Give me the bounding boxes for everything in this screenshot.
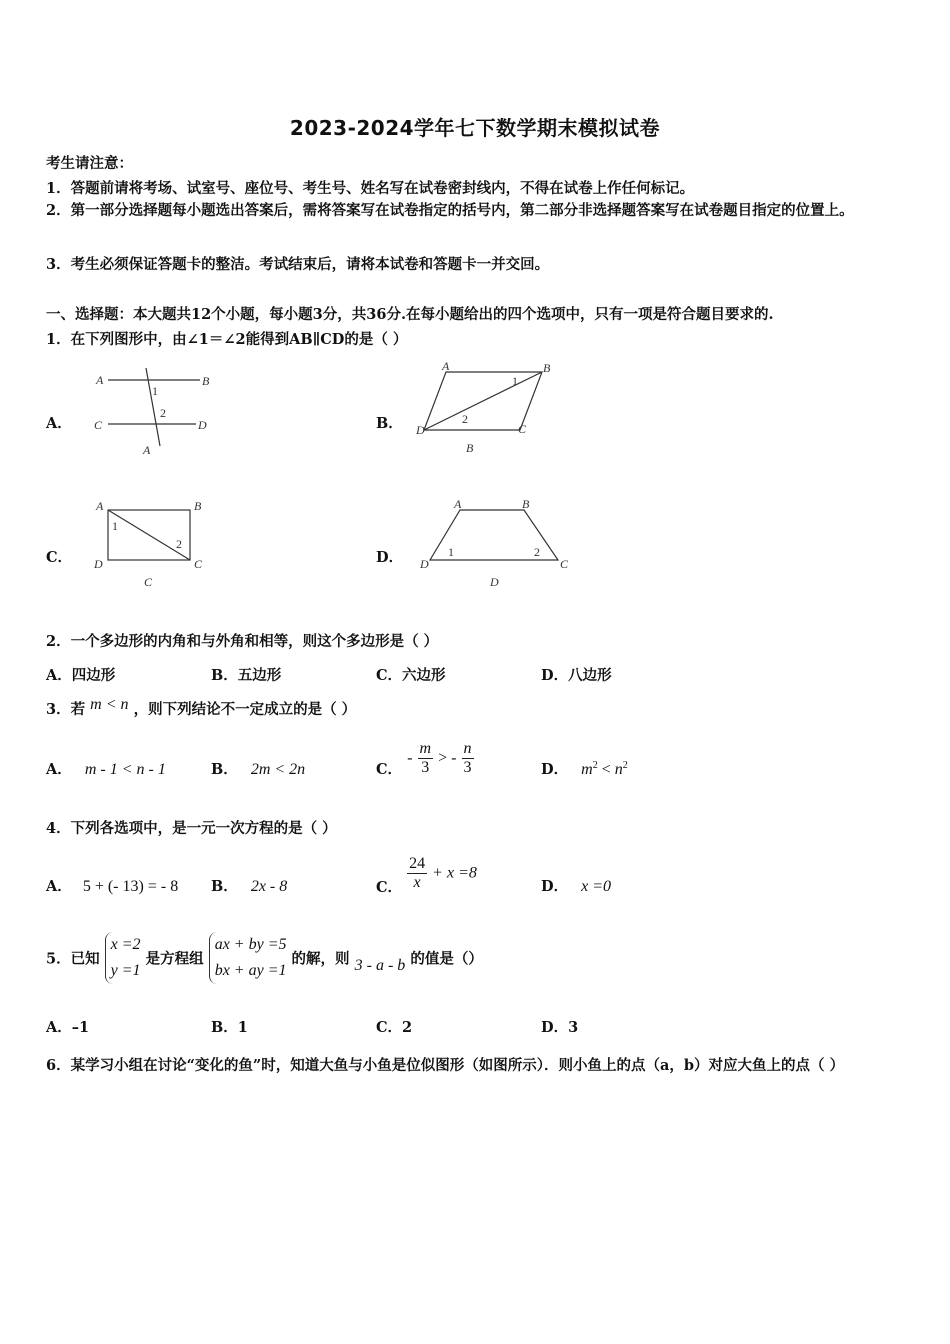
q2-option-a: A．四边形 xyxy=(46,667,116,684)
q5-stem-expr: 3 - a - b xyxy=(354,957,406,974)
q5-option-a: A．–1 xyxy=(46,1019,90,1036)
q1c-label-c: C xyxy=(194,557,203,571)
q1c-diagonal xyxy=(108,510,190,560)
q4-option-c-label: C． xyxy=(376,879,403,896)
q3-option-d xyxy=(541,758,628,779)
q5-stem-end: 的值是（） xyxy=(410,950,483,968)
q1b-label-a: A xyxy=(442,360,450,373)
q3-option-b-expr: 2m < 2n xyxy=(250,761,306,778)
q3-option-c-frac2 xyxy=(462,740,474,777)
q5-equation-2: bx + ay =1 xyxy=(214,962,287,979)
q1a-label-b: B xyxy=(202,374,210,388)
q4-stem: 4．下列各选项中，是一元一次方程的是（ ） xyxy=(46,820,337,837)
q5-stem-post: 的解，则 xyxy=(291,950,350,968)
q1d-caption: D xyxy=(490,575,499,589)
q1c-label-d: D xyxy=(94,557,103,571)
q4-option-d-expr: x =0 xyxy=(581,878,612,895)
q4-option-a xyxy=(46,875,178,896)
q3-option-b xyxy=(211,758,305,779)
q3-option-c-frac1 xyxy=(418,740,434,777)
q3-stem xyxy=(46,698,356,719)
q4-option-d xyxy=(541,875,611,896)
q2-stem: 2．一个多边形的内角和与外角和相等，则这个多边形是（ ） xyxy=(46,633,439,650)
q3-option-d-exp1: 2 xyxy=(592,760,598,772)
q1a-angle-2: 2 xyxy=(160,406,166,420)
q3-option-c-op: > - xyxy=(438,749,457,767)
q1-figure-a xyxy=(88,362,228,462)
q4-option-a-expr: 5 + (- 13) = - 8 xyxy=(82,878,179,895)
q1d-label-d: D xyxy=(420,557,429,571)
q3-stem-pre: 3．若 xyxy=(46,701,86,718)
q1b-angle-2: 2 xyxy=(462,412,468,426)
q3-option-d-exp2: 2 xyxy=(622,760,628,772)
q4-option-c-rest: + x =8 xyxy=(432,864,477,882)
q1a-label-d: D xyxy=(198,418,207,432)
notice-item-3: 3．考生必须保证答题卡的整洁。考试结束后，请将本试卷和答题卡一并交回。 xyxy=(46,256,550,273)
section-heading: 一、选择题：本大题共12个小题，每小题3分，共36分.在每小题给出的四个选项中，只有一项是符合题目要求的. xyxy=(46,306,774,323)
q4-option-d-label: D． xyxy=(541,878,569,895)
q1d-angle-1: 1 xyxy=(448,545,454,559)
q3-option-c xyxy=(376,738,474,779)
notice-item-2: 2．第一部分选择题每小题选出答案后，需将答案写在试卷指定的括号内，第二部分非选择题答案写在试卷题目指定的位置上。 xyxy=(46,202,854,219)
q1c-label-b: B xyxy=(194,499,202,513)
q5-solution-x: x =2 xyxy=(110,936,141,953)
q1-figure-d xyxy=(412,494,592,594)
q4-option-c xyxy=(376,850,477,897)
q4-option-c-den: x xyxy=(413,874,421,891)
q1-option-b-label: B． xyxy=(376,415,403,432)
q4-option-a-label: A． xyxy=(46,878,72,895)
q1-stem: 1．在下列图形中，由∠1＝∠2能得到AB∥CD的是（ ） xyxy=(46,331,408,348)
q1b-label-c: C xyxy=(518,422,527,436)
q6-stem: 6．某学习小组在讨论“变化的鱼”时，知道大鱼与小鱼是位似图形（如图所示）．则小鱼上的点（a，b）对应大鱼上的点（ ） xyxy=(46,1057,845,1074)
q3-option-a-expr: m - 1 < n - 1 xyxy=(84,761,166,778)
q2-option-c: C．六边形 xyxy=(376,667,446,684)
q1d-label-c: C xyxy=(560,557,569,571)
q3-option-b-label: B． xyxy=(211,761,238,778)
q1c-caption: C xyxy=(144,575,153,589)
notice-heading: 考生请注意： xyxy=(46,155,133,172)
exam-title: 2023-2024学年七下数学期末模拟试卷 xyxy=(289,116,661,140)
q1-figure-b xyxy=(412,360,562,460)
q3-option-c-num1: m xyxy=(419,740,432,757)
q1b-label-b: B xyxy=(543,361,551,375)
q1c-label-a: A xyxy=(96,499,104,513)
q1a-label-c: C xyxy=(94,418,103,432)
q3-option-d-base1: m xyxy=(581,761,593,778)
q1a-angle-1: 1 xyxy=(152,384,158,398)
q5-equation-system xyxy=(209,932,287,984)
q5-equation-1: ax + by =5 xyxy=(214,936,287,953)
notice-item-1: 1．答题前请将考场、试室号、座位号、考生号、姓名写在试卷密封线内，不得在试卷上作任何标记。 xyxy=(46,180,695,197)
q5-option-b: B．1 xyxy=(211,1019,248,1036)
q1a-caption: A xyxy=(143,443,151,457)
q1d-angle-2: 2 xyxy=(534,545,540,559)
q5-option-d: D．3 xyxy=(541,1019,579,1036)
q5-solution-y: y =1 xyxy=(110,962,141,979)
q1-option-d-label: D． xyxy=(376,549,404,566)
q3-option-c-den2: 3 xyxy=(463,759,472,776)
q5-solution-system xyxy=(105,932,141,984)
q1b-caption: B xyxy=(466,441,474,455)
q3-option-c-den1: 3 xyxy=(421,759,430,776)
q2-option-b: B．五边形 xyxy=(211,667,282,684)
q3-stem-math: m < n xyxy=(90,696,129,713)
q3-option-c-num2: n xyxy=(463,740,472,757)
q3-option-a-label: A． xyxy=(46,761,72,778)
q3-option-d-op: < xyxy=(597,761,615,778)
q1c-angle-1: 1 xyxy=(112,519,118,533)
q1b-label-d: D xyxy=(416,423,425,437)
q4-option-b-label: B． xyxy=(211,878,238,895)
q1d-label-a: A xyxy=(454,497,462,511)
q1c-angle-2: 2 xyxy=(176,537,182,551)
q3-option-d-base2: n xyxy=(614,761,623,778)
q3-stem-post: ，则下列结论不一定成立的是（ ） xyxy=(133,701,357,718)
q4-option-b xyxy=(211,875,287,896)
q1-option-c-label: C． xyxy=(46,549,73,566)
q4-option-b-expr: 2x - 8 xyxy=(250,878,288,895)
q1b-angle-1: 1 xyxy=(512,374,518,388)
q4-option-c-num: 24 xyxy=(409,855,426,872)
q5-stem-mid: 是方程组 xyxy=(145,950,204,968)
q5-stem xyxy=(46,932,483,984)
q1d-label-b: B xyxy=(522,497,530,511)
q4-option-c-frac xyxy=(407,855,427,892)
q3-option-c-label: C． xyxy=(376,761,403,778)
q3-option-a xyxy=(46,758,166,779)
q1a-label-a: A xyxy=(96,373,104,387)
q5-option-c: C．2 xyxy=(376,1019,413,1036)
q5-stem-pre: 5．已知 xyxy=(46,950,100,968)
q3-option-c-minus: - xyxy=(407,749,413,767)
q1-option-a-label: A． xyxy=(46,415,72,432)
q2-option-d: D．八边形 xyxy=(541,667,612,684)
q3-option-d-label: D． xyxy=(541,761,569,778)
q1-figure-c xyxy=(88,494,228,594)
